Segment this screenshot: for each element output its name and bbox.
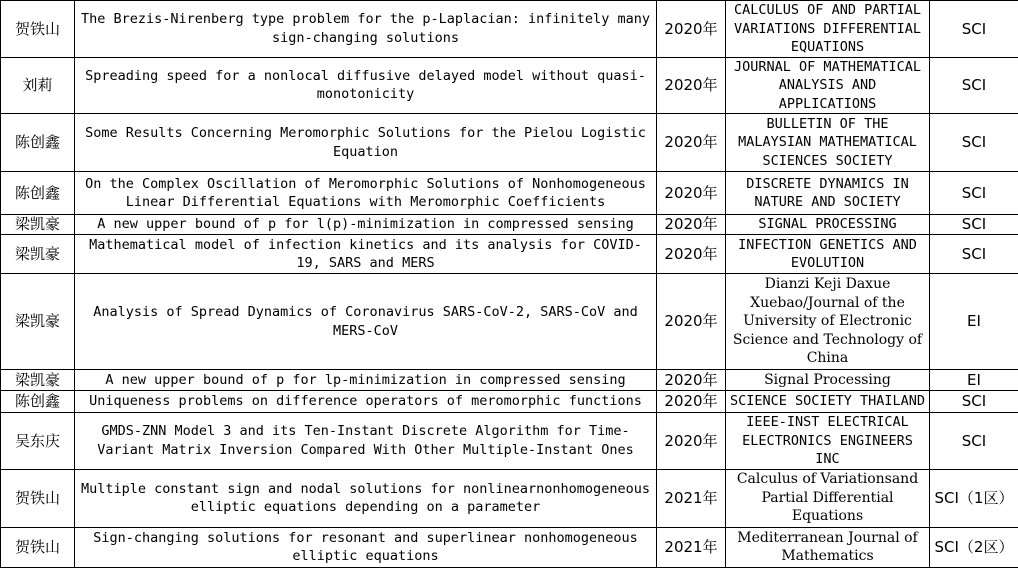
journal-cell: BULLETIN OF THE MALAYSIAN MATHEMATICAL SCIENCES SOCIETY bbox=[726, 114, 930, 172]
author-cell: 吴东庆 bbox=[1, 413, 75, 470]
table-row bbox=[1, 274, 1018, 370]
year-cell: 2021年 bbox=[657, 469, 726, 527]
index-cell: SCI bbox=[930, 215, 1018, 235]
paper-title-cell: A new upper bound of p for l(p)-minimization in compressed sensing bbox=[75, 215, 657, 235]
paper-title-cell: A new upper bound of p for lp-minimization in compressed sensing bbox=[75, 370, 657, 391]
year-cell: 2020年 bbox=[657, 114, 726, 172]
table-row bbox=[1, 1, 1018, 58]
paper-title-cell: The Brezis-Nirenberg type problem for the p-Laplacian: infinitely many sign-changing solutions bbox=[75, 1, 657, 58]
author-cell: 陈创鑫 bbox=[1, 391, 75, 413]
author-cell: 梁凯豪 bbox=[1, 370, 75, 391]
journal-cell: IEEE-INST ELECTRICAL ELECTRONICS ENGINEERS INC bbox=[726, 413, 930, 470]
index-cell: SCI bbox=[930, 235, 1018, 274]
year-cell: 2021年 bbox=[657, 527, 726, 567]
journal-cell: Dianzi Keji Daxue Xuebao/Journal of the University of Electronic Science and Technology of China bbox=[726, 274, 930, 370]
index-cell: SCI bbox=[930, 57, 1018, 114]
table-row bbox=[1, 235, 1018, 274]
journal-cell: Signal Processing bbox=[726, 370, 930, 391]
author-cell: 陈创鑫 bbox=[1, 172, 75, 215]
author-cell: 梁凯豪 bbox=[1, 235, 75, 274]
author-cell: 陈创鑫 bbox=[1, 114, 75, 172]
index-cell: SCI bbox=[930, 1, 1018, 58]
year-cell: 2020年 bbox=[657, 413, 726, 470]
index-cell: SCI（2区） bbox=[930, 527, 1018, 567]
year-cell: 2020年 bbox=[657, 1, 726, 58]
paper-title-cell: Uniqueness problems on difference operators of meromorphic functions bbox=[75, 391, 657, 413]
table-row bbox=[1, 391, 1018, 413]
index-cell: SCI bbox=[930, 413, 1018, 470]
table-row bbox=[1, 469, 1018, 527]
journal-cell: DISCRETE DYNAMICS IN NATURE AND SOCIETY bbox=[726, 172, 930, 215]
paper-title-cell: Spreading speed for a nonlocal diffusive delayed model without quasi-monotonicity bbox=[75, 57, 657, 114]
paper-title-cell: Mathematical model of infection kinetics and its analysis for COVID-19, SARS and MERS bbox=[75, 235, 657, 274]
journal-cell: SCIENCE SOCIETY THAILAND bbox=[726, 391, 930, 413]
table-row bbox=[1, 413, 1018, 470]
table-row bbox=[1, 57, 1018, 114]
journal-cell: Mediterranean Journal of Mathematics bbox=[726, 527, 930, 567]
year-cell: 2020年 bbox=[657, 57, 726, 114]
author-cell: 梁凯豪 bbox=[1, 215, 75, 235]
paper-title-cell: Some Results Concerning Meromorphic Solutions for the Pielou Logistic Equation bbox=[75, 114, 657, 172]
table-row bbox=[1, 114, 1018, 172]
paper-title-cell: Sign-changing solutions for resonant and superlinear nonhomogeneous elliptic equations bbox=[75, 527, 657, 567]
author-cell: 贺铁山 bbox=[1, 527, 75, 567]
author-cell: 梁凯豪 bbox=[1, 274, 75, 370]
index-cell: EI bbox=[930, 370, 1018, 391]
year-cell: 2020年 bbox=[657, 370, 726, 391]
author-cell: 贺铁山 bbox=[1, 1, 75, 58]
year-cell: 2020年 bbox=[657, 215, 726, 235]
paper-title-cell: On the Complex Oscillation of Meromorphic Solutions of Nonhomogeneous Linear Differential Equations with Meromorphic Coefficients bbox=[75, 172, 657, 215]
index-cell: SCI（1区） bbox=[930, 469, 1018, 527]
year-cell: 2020年 bbox=[657, 391, 726, 413]
author-cell: 刘莉 bbox=[1, 57, 75, 114]
index-cell: SCI bbox=[930, 172, 1018, 215]
journal-cell: Calculus of Variationsand Partial Differential Equations bbox=[726, 469, 930, 527]
journal-cell: JOURNAL OF MATHEMATICAL ANALYSIS AND APPLICATIONS bbox=[726, 57, 930, 114]
paper-title-cell: Multiple constant sign and nodal solutions for nonlinearnonhomogeneous elliptic equations depending on a parameter bbox=[75, 469, 657, 527]
journal-cell: CALCULUS OF AND PARTIAL VARIATIONS DIFFERENTIAL EQUATIONS bbox=[726, 1, 930, 58]
paper-title-cell: Analysis of Spread Dynamics of Coronavirus SARS-CoV-2, SARS-CoV and MERS-CoV bbox=[75, 274, 657, 370]
journal-cell: INFECTION GENETICS AND EVOLUTION bbox=[726, 235, 930, 274]
year-cell: 2020年 bbox=[657, 235, 726, 274]
year-cell: 2020年 bbox=[657, 172, 726, 215]
paper-title-cell: GMDS-ZNN Model 3 and its Ten-Instant Discrete Algorithm for Time-Variant Matrix Inversion Compared With Other Multiple-Instant Ones bbox=[75, 413, 657, 470]
year-cell: 2020年 bbox=[657, 274, 726, 370]
journal-cell: SIGNAL PROCESSING bbox=[726, 215, 930, 235]
index-cell: SCI bbox=[930, 114, 1018, 172]
table-row bbox=[1, 215, 1018, 235]
table-row bbox=[1, 527, 1018, 567]
author-cell: 贺铁山 bbox=[1, 469, 75, 527]
index-cell: SCI bbox=[930, 391, 1018, 413]
index-cell: EI bbox=[930, 274, 1018, 370]
table-row bbox=[1, 370, 1018, 391]
table-row bbox=[1, 172, 1018, 215]
